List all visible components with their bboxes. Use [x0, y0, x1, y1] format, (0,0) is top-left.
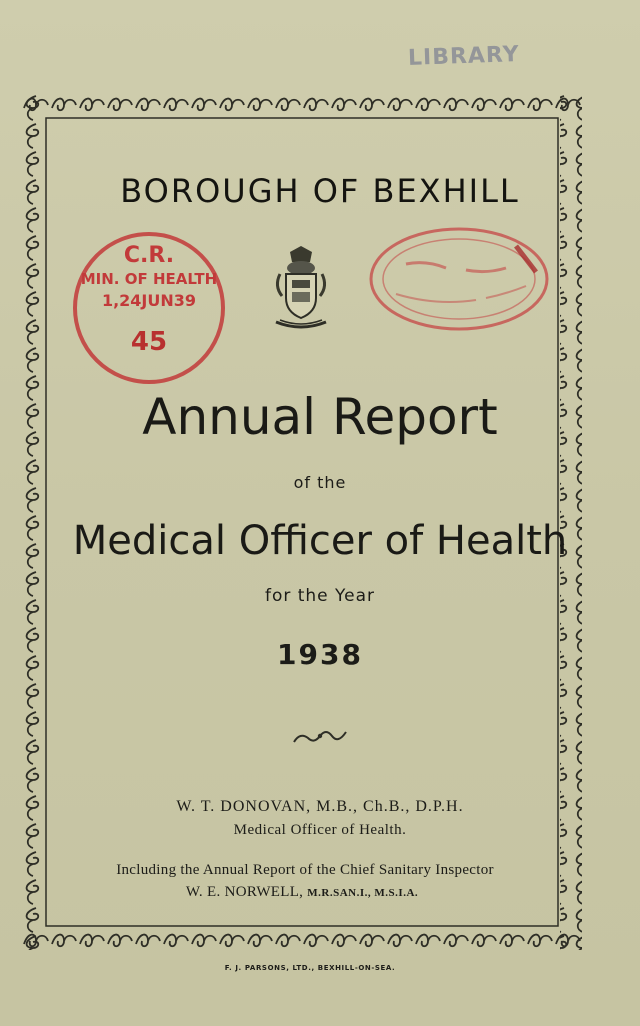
inspector-line — [0, 884, 604, 901]
stamp-text-date: 1,24JUN39 — [101, 291, 197, 310]
library-stamp: LIBRARY — [407, 42, 521, 71]
printer-imprint: F. J. PARSONS, LTD., BEXHILL-ON-SEA. — [224, 964, 396, 972]
for-the-year-text: for the Year — [264, 586, 376, 606]
including-text: Including the Annual Report of the Chief Sanitary Inspector — [116, 862, 494, 878]
borough-coat-of-arms — [270, 246, 332, 332]
inspector-name: W. E. NORWELL, — [185, 884, 304, 900]
stamp-text-cr: C.R. — [123, 243, 175, 268]
ministry-received-stamp — [60, 222, 238, 388]
report-year: 1938 — [277, 638, 363, 671]
author-line: W. T. DONOVAN, M.B., Ch.B., D.P.H. — [176, 798, 464, 815]
author-title: Medical Officer of Health. — [233, 822, 407, 838]
divider-ornament-icon — [290, 726, 350, 748]
borough-heading: BOROUGH OF BEXHILL — [120, 172, 520, 210]
report-title: Annual Report — [142, 388, 498, 446]
report-subtitle: Medical Officer of Health — [72, 518, 568, 564]
of-the-text: of the — [293, 473, 347, 492]
stamp-number: 45 — [130, 327, 168, 357]
library-oval-stamp — [366, 224, 552, 334]
stamp-text-ministry: MIN. OF HEALTH — [80, 270, 218, 288]
inspector-qualifications: M.R.SAN.I., M.S.I.A. — [307, 887, 419, 899]
